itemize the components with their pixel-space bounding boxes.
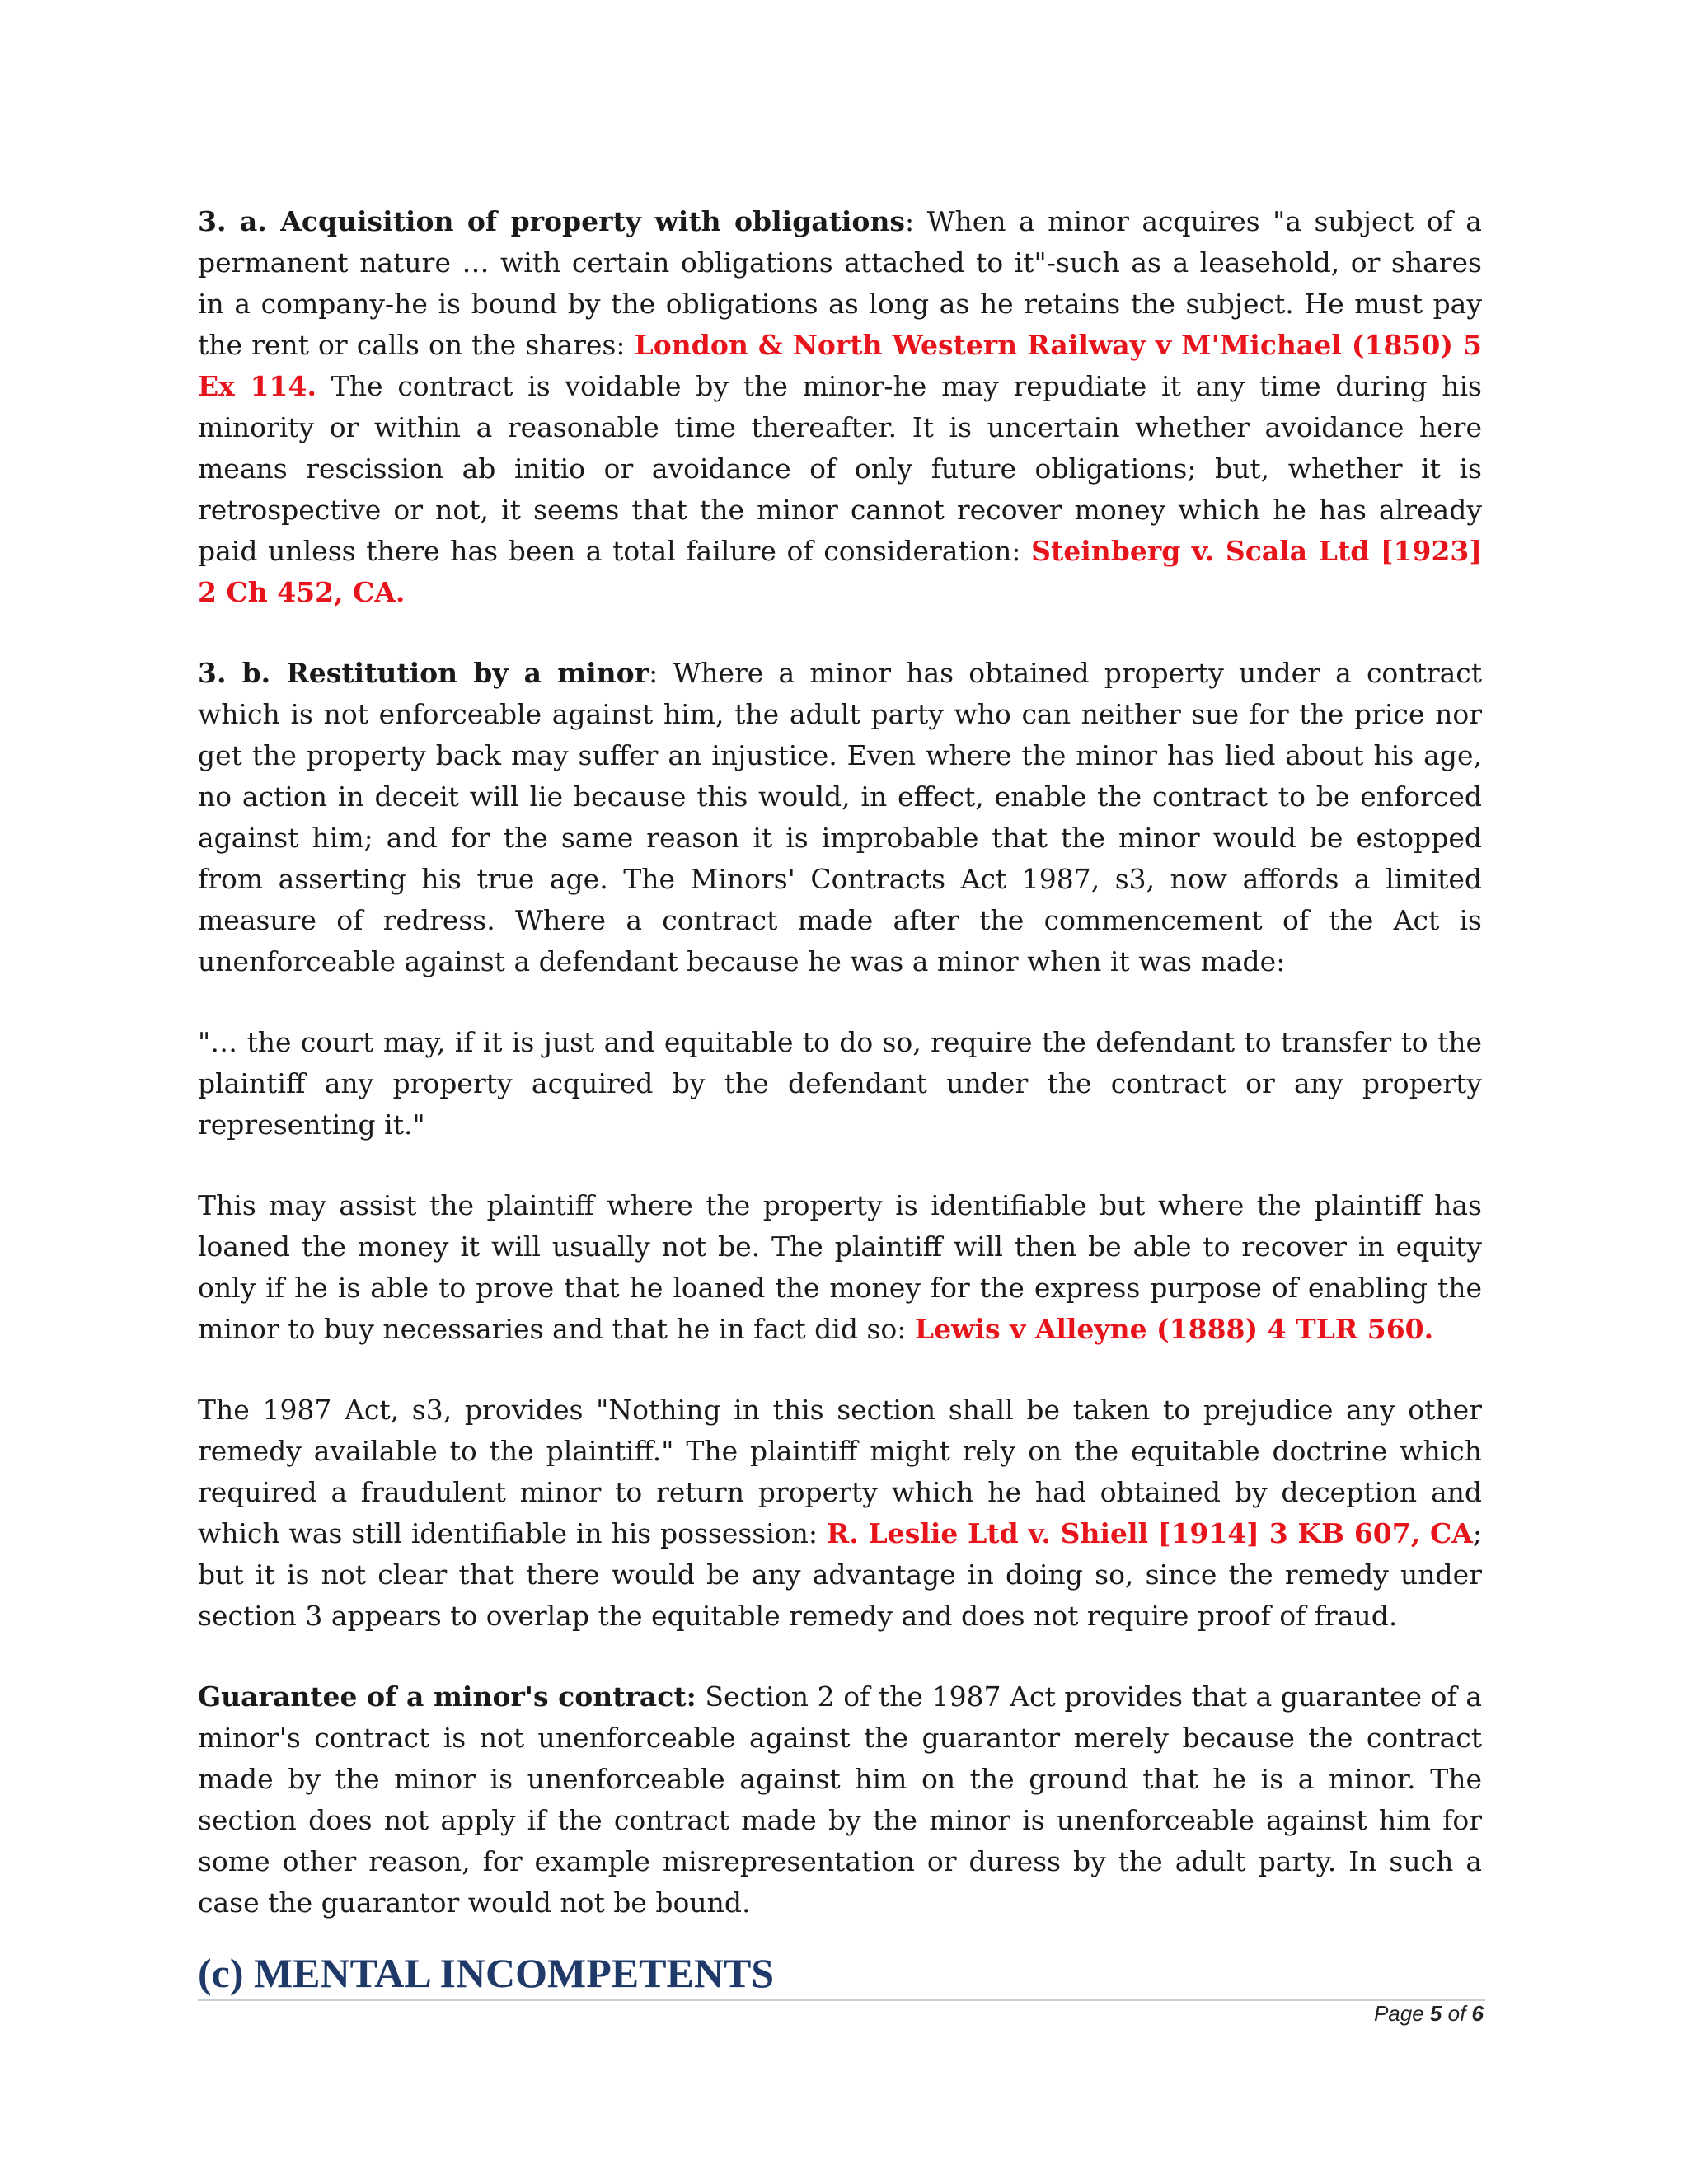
page-content [198,201,1482,2001]
paragraph-quotation [198,1022,1482,1146]
paragraph-text: : Where a minor has obtained property under a contract which is not enforceable against him, the adult party who can neither sue for the price nor get the property back may suffer an injustice. Even where the minor has lied about his age, no action in deceit will lie because this would, in effect, enable the contract to be enforced against him; and for the same reason it is improbable that the minor would be estopped from asserting his true age. The Minors' Contracts Act 1987, s3, now affords a limited measure of redress. Where a contract made after the commencement of the Act is unenforceable against a defendant because he was a minor when it was made: [198,657,1483,977]
paragraph-text: ; but it is not clear that there would be any advantage in doing so, since the remedy under section 3 appears to overlap the equitable remedy and does not require proof of fraud. [198,1517,1482,1632]
quoted-text: "… the court may, if it is just and equitable to do so, require the defendant to transfer to the plaintiff any property acquired by the defendant under the contract or any property representing it." [198,1026,1482,1141]
case-citation: London & North Western Railway v M'Michael (1850) 5 Ex 114. [198,329,1482,402]
case-citation: R. Leslie Ltd v. Shiell [1914] 3 KB 607, CA [826,1517,1473,1549]
paragraph-acquisition-of-property [198,201,1482,613]
current-page-number: 5 [1429,2001,1442,2026]
case-citation: Lewis v Alleyne (1888) 4 TLR 560. [914,1313,1434,1345]
paragraph-text: This may assist the plaintiff where the property is identifiable but where the plaintiff has loaned the money it will usually not be. The plaintiff will then be able to recover in equity only if he is able to prove that he loaned the money for the express purpose of enabling the minor to buy necessaries and that he in fact did so: [198,1189,1482,1345]
total-pages-number: 6 [1471,2001,1484,2026]
paragraph-plaintiff-assistance [198,1185,1482,1350]
page-label: Page [1373,2001,1424,2026]
paragraph-text: Section 2 of the 1987 Act provides that a guarantee of a minor's contract is not unenforceable against the guarantor merely because the contract made by the minor is unenforceable against him on the ground that he is a minor. The section does not apply if the contract made by the minor is unenforceable against him for some other reason, for example misrepresentation or duress by the adult party. In such a case the guarantor would not be bound. [198,1680,1482,1919]
section-heading: (c) MENTAL INCOMPETENTS [198,1950,775,1996]
section-heading-container [198,1948,1485,2001]
paragraph-heading: Guarantee of a minor's contract: [198,1680,696,1713]
paragraph-heading: 3. a. Acquisition of property with obligations [198,205,906,237]
case-citation: Steinberg v. Scala Ltd [1923] 2 Ch 452, CA. [198,535,1482,608]
page-footer [1374,2001,1484,2027]
paragraph-heading: 3. b. Restitution by a minor [198,657,649,689]
paragraph-guarantee [198,1676,1482,1924]
paragraph-restitution-by-minor [198,653,1482,982]
paragraph-text: The contract is voidable by the minor-he may repudiate it any time during his minority or within a reasonable time thereafter. It is uncertain whether avoidance here means rescission ab initio or avoidance of only future obligations; but, whether it is retrospective or not, it seems that the minor cannot recover money which he has already paid unless there has been a total failure of consideration: [198,370,1482,567]
paragraph-text: The 1987 Act, s3, provides "Nothing in this section shall be taken to prejudice any other remedy available to the plaintiff." The plaintiff might rely on the equitable doctrine which required a fraudulent minor to return property which he had obtained by deception and which was still identifiable in his possession: [198,1394,1482,1549]
paragraph-other-remedy [198,1390,1482,1637]
of-label: of [1447,2001,1466,2026]
paragraph-text: : When a minor acquires "a subject of a permanent nature … with certain obligations attached to it"-such as a leasehold, or shares in a company-he is bound by the obligations as long as he retains the subject. He must pay the rent or calls on the shares: [198,205,1482,361]
